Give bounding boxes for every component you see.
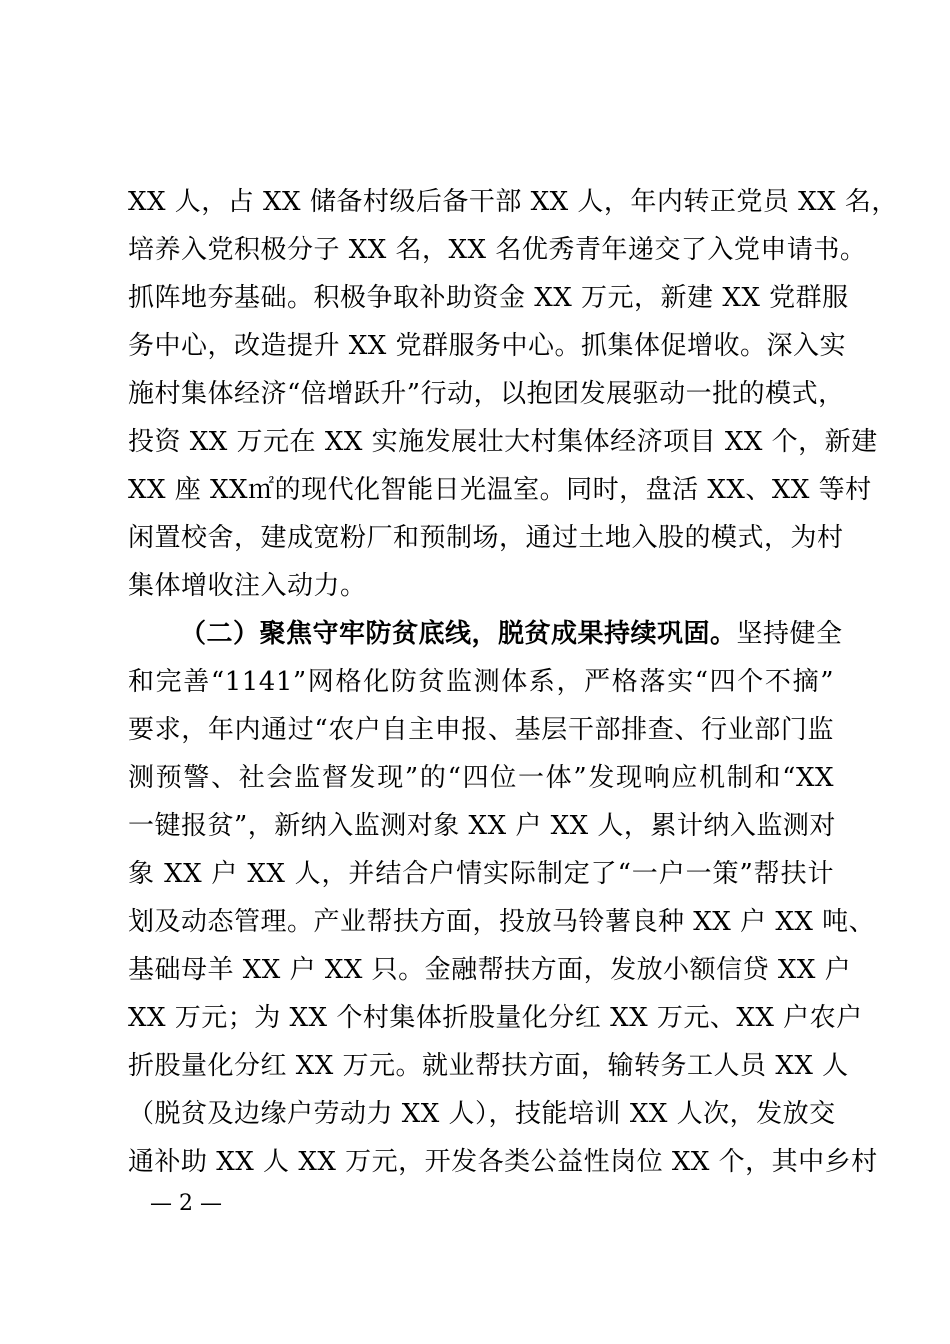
text-line: 通补助 XX 人 XX 万元，开发各类公益性岗位 XX 个，其中乡村: [128, 1147, 878, 1177]
text-line: 划及动态管理。产业帮扶方面，投放马铃薯良种 XX 户 XX 吨、: [128, 907, 876, 937]
section-heading-line: [128, 610, 843, 658]
text-line: 投资 XX 万元在 XX 实施发展壮大村集体经济项目 XX 个，新建: [128, 427, 878, 457]
section-heading-continuation: 坚持健全: [736, 619, 843, 649]
text-line: 闲置校舍，建成宽粉厂和预制场，通过土地入股的模式，为村: [128, 523, 844, 553]
text-line: 象 XX 户 XX 人，并结合户情实际制定了“一户一策”帮扶计: [128, 859, 834, 889]
document-body: [128, 178, 898, 1186]
text-line: 集体增收注入动力。: [128, 571, 367, 601]
text-line: 和完善“1141”网格化防贫监测体系，严格落实“四个不摘”: [128, 667, 834, 697]
text-line: 抓阵地夯基础。积极争取补助资金 XX 万元，新建 XX 党群服: [128, 283, 849, 313]
text-line: XX 座 XX㎡的现代化智能日光温室。同时，盘活 XX、XX 等村: [128, 475, 872, 505]
text-line: 折股量化分红 XX 万元。就业帮扶方面，输转务工人员 XX 人: [128, 1051, 849, 1081]
page-number: — 2 —: [150, 1191, 222, 1216]
text-line: 务中心，改造提升 XX 党群服务中心。抓集体促增收。深入实: [128, 331, 847, 361]
text-line: 测预警、社会监督发现”的“四位一体”发现响应机制和“XX: [128, 763, 834, 793]
text-line: 基础母羊 XX 户 XX 只。金融帮扶方面，发放小额信贷 XX 户: [128, 955, 852, 985]
section-heading: （二）聚焦守牢防贫底线，脱贫成果持续巩固。: [180, 619, 737, 649]
text-line: XX 人，占 XX 储备村级后备干部 XX 人，年内转正党员 XX 名，: [128, 187, 898, 217]
text-line: 一键报贫”，新纳入监测对象 XX 户 XX 人，累计纳入监测对: [128, 811, 836, 841]
text-line: XX 万元；为 XX 个村集体折股量化分红 XX 万元、XX 户农户: [128, 1003, 863, 1033]
text-line: （脱贫及边缘户劳动力 XX 人），技能培训 XX 人次，发放交: [128, 1099, 836, 1129]
text-line: 培养入党积极分子 XX 名，XX 名优秀青年递交了入党申请书。: [128, 235, 867, 265]
text-line: 要求，年内通过“农户自主申报、基层干部排查、行业部门监: [128, 715, 834, 745]
text-line: 施村集体经济“倍增跃升”行动，以抱团发展驱动一批的模式，: [128, 379, 845, 409]
